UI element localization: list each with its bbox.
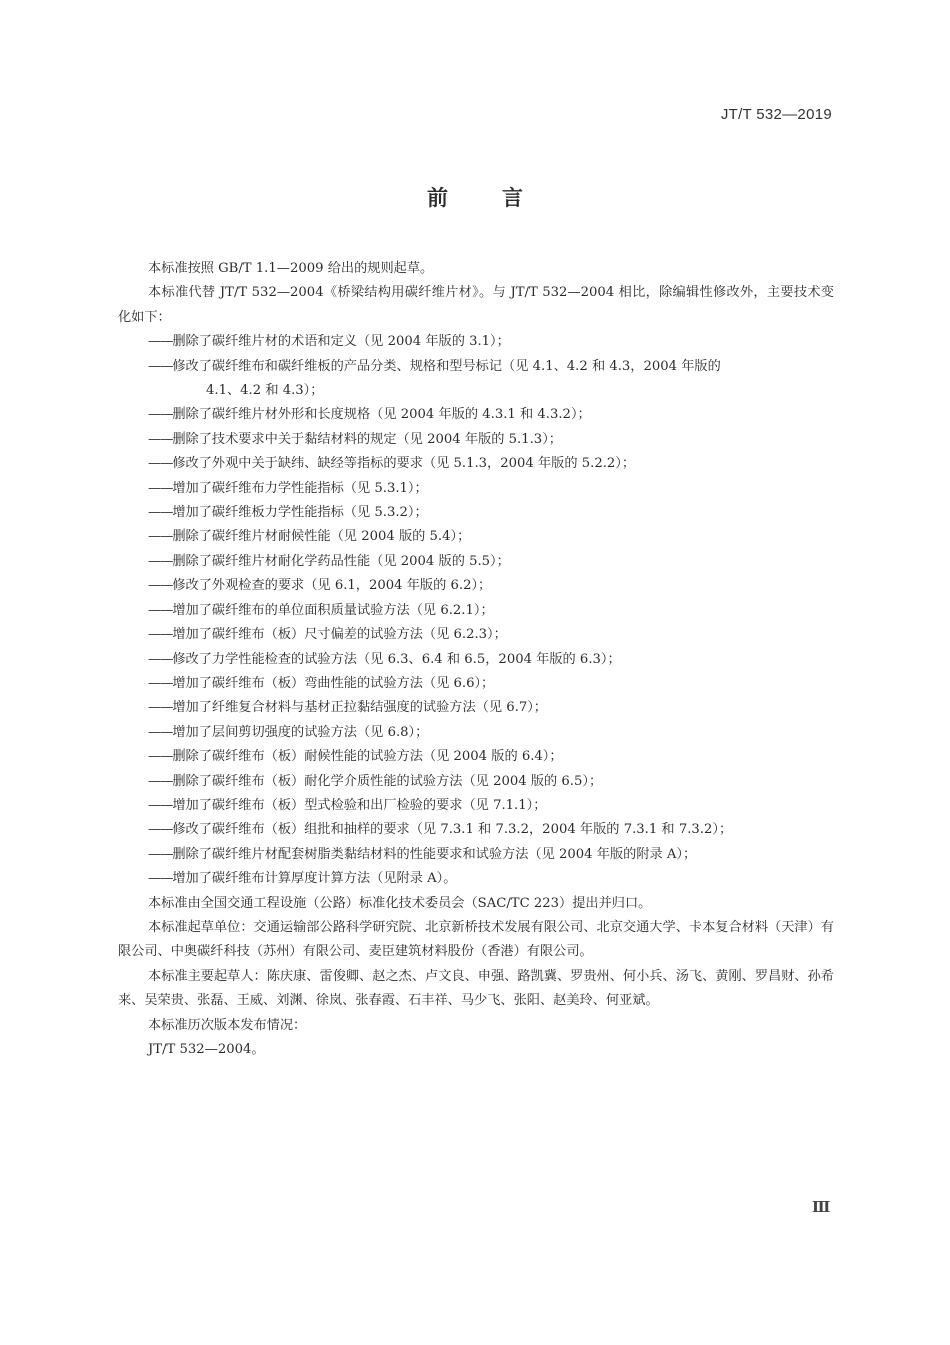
dash-marker: —— bbox=[148, 871, 173, 887]
list-item: ——增加了纤维复合材料与基材正拉黏结强度的试验方法（见 6.7）； bbox=[148, 700, 547, 716]
list-item: ——删除了技术要求中关于黏结材料的规定（见 2004 年版的 5.1.3）； bbox=[148, 431, 562, 447]
list-item: ——删除了碳纤维片材配套树脂类黏结材料的性能要求和试验方法（见 2004 年版的附录 A）； bbox=[148, 846, 697, 862]
dash-marker: —— bbox=[148, 675, 173, 691]
list-item: ——增加了碳纤维布力学性能指标（见 5.3.1）； bbox=[148, 480, 428, 496]
list-item: ——删除了碳纤维布（板）耐化学介质性能的试验方法（见 2004 版的 6.5）； bbox=[148, 773, 603, 789]
paragraph-replacement: 本标准代替 JT/T 532—2004《桥梁结构用碳纤维片材》。与 JT/T 532—2004 相比，除编辑性修改外，主要技术变化如下： bbox=[118, 285, 834, 325]
page-number: Ⅲ bbox=[812, 1198, 831, 1216]
dash-marker: —— bbox=[148, 529, 173, 545]
dash-marker: —— bbox=[148, 431, 173, 447]
paragraph-drafters: 本标准主要起草人：陈庆康、雷俊卿、赵之杰、卢文良、申强、路凯冀、罗贵州、何小兵、汤飞、黄刚、罗昌财、孙希来、吴荣贵、张磊、王威、刘渊、徐岚、张春霞、石丰祥、马少飞、张阳、赵美玲、何亚斌。 bbox=[118, 968, 834, 1009]
list-item: ——修改了力学性能检查的试验方法（见 6.3、6.4 和 6.5，2004 年版的 6.3）； bbox=[148, 651, 621, 667]
paragraph-previous-version: JT/T 532—2004。 bbox=[148, 1042, 265, 1057]
list-item: ——删除了碳纤维片材外形和长度规格（见 2004 年版的 4.3.1 和 4.3.2）； bbox=[148, 407, 591, 423]
dash-marker: —— bbox=[148, 724, 173, 740]
list-item: ——删除了碳纤维片材耐化学药品性能（见 2004 版的 5.5）； bbox=[148, 553, 510, 569]
dash-marker: —— bbox=[148, 553, 173, 569]
list-item: ——增加了碳纤维布计算厚度计算方法（见附录 A）。 bbox=[148, 871, 457, 887]
change-list bbox=[118, 330, 834, 891]
page-title bbox=[0, 182, 950, 212]
list-item: ——修改了碳纤维布和碳纤维板的产品分类、规格和型号标记（见 4.1、4.2 和 4.3，2004 年版的 4.1、4.2 和 4.3）； bbox=[118, 355, 834, 404]
list-item: ——增加了碳纤维布的单位面积质量试验方法（见 6.2.1）； bbox=[148, 602, 494, 618]
dash-marker: —— bbox=[148, 773, 173, 789]
dash-marker: —— bbox=[148, 358, 173, 374]
list-item-continuation: 4.1、4.2 和 4.3）； bbox=[206, 383, 324, 399]
list-item: ——增加了层间剪切强度的试验方法（见 6.8）； bbox=[148, 724, 429, 740]
dash-marker: —— bbox=[148, 505, 173, 521]
title-char-1: 前 bbox=[427, 186, 448, 210]
list-item: ——删除了碳纤维布（板）耐候性能的试验方法（见 2004 版的 6.4）； bbox=[148, 749, 563, 765]
dash-marker: —— bbox=[148, 651, 173, 667]
dash-marker: —— bbox=[148, 846, 173, 862]
list-item: ——删除了碳纤维片材耐候性能（见 2004 版的 5.4）； bbox=[148, 529, 471, 545]
standard-code: JT/T 532—2019 bbox=[720, 106, 832, 123]
dash-marker: —— bbox=[148, 602, 173, 618]
dash-marker: —— bbox=[148, 480, 173, 496]
dash-marker: —— bbox=[148, 749, 173, 765]
list-item: ——修改了外观中关于缺纬、缺经等指标的要求（见 5.1.3，2004 年版的 5.2.2）； bbox=[148, 456, 636, 472]
dash-marker: —— bbox=[148, 578, 173, 594]
paragraph-drafting-rules: 本标准按照 GB/T 1.1—2009 给出的规则起草。 bbox=[148, 261, 434, 276]
dash-marker: —— bbox=[148, 407, 173, 423]
title-char-2: 言 bbox=[502, 186, 523, 210]
paragraph-version-history: 本标准历次版本发布情况： bbox=[148, 1017, 307, 1033]
list-item: ——删除了碳纤维片材的术语和定义（见 2004 年版的 3.1）； bbox=[148, 334, 510, 350]
list-item: ——增加了碳纤维布（板）尺寸偏差的试验方法（见 6.2.3）； bbox=[148, 627, 507, 643]
dash-marker: —— bbox=[148, 456, 173, 472]
list-item: ——增加了碳纤维布（板）型式检验和出厂检验的要求（见 7.1.1）； bbox=[148, 797, 547, 813]
dash-marker: —— bbox=[148, 334, 173, 350]
paragraph-drafting-units: 本标准起草单位：交通运输部公路科学研究院、北京新桥技术发展有限公司、北京交通大学、卡本复合材料（天津）有限公司、中奥碳纤科技（苏州）有限公司、麦臣建筑材料股份（香港）有限公司。 bbox=[118, 919, 834, 960]
list-item: ——增加了碳纤维板力学性能指标（见 5.3.2）； bbox=[148, 505, 428, 521]
dash-marker: —— bbox=[148, 627, 173, 643]
dash-marker: —— bbox=[148, 700, 173, 716]
foreword-body bbox=[118, 257, 834, 1062]
list-item: ——修改了碳纤维布（板）组批和抽样的要求（见 7.3.1 和 7.3.2，2004 年版的 7.3.1 和 7.3.2）； bbox=[148, 822, 733, 838]
list-item: ——增加了碳纤维布（板）弯曲性能的试验方法（见 6.6）； bbox=[148, 675, 495, 691]
dash-marker: —— bbox=[148, 822, 173, 838]
list-item: ——修改了外观检查的要求（见 6.1，2004 年版的 6.2）； bbox=[148, 578, 492, 594]
paragraph-proposer: 本标准由全国交通工程设施（公路）标准化技术委员会（SAC/TC 223）提出并归口。 bbox=[148, 895, 652, 911]
dash-marker: —— bbox=[148, 797, 173, 813]
